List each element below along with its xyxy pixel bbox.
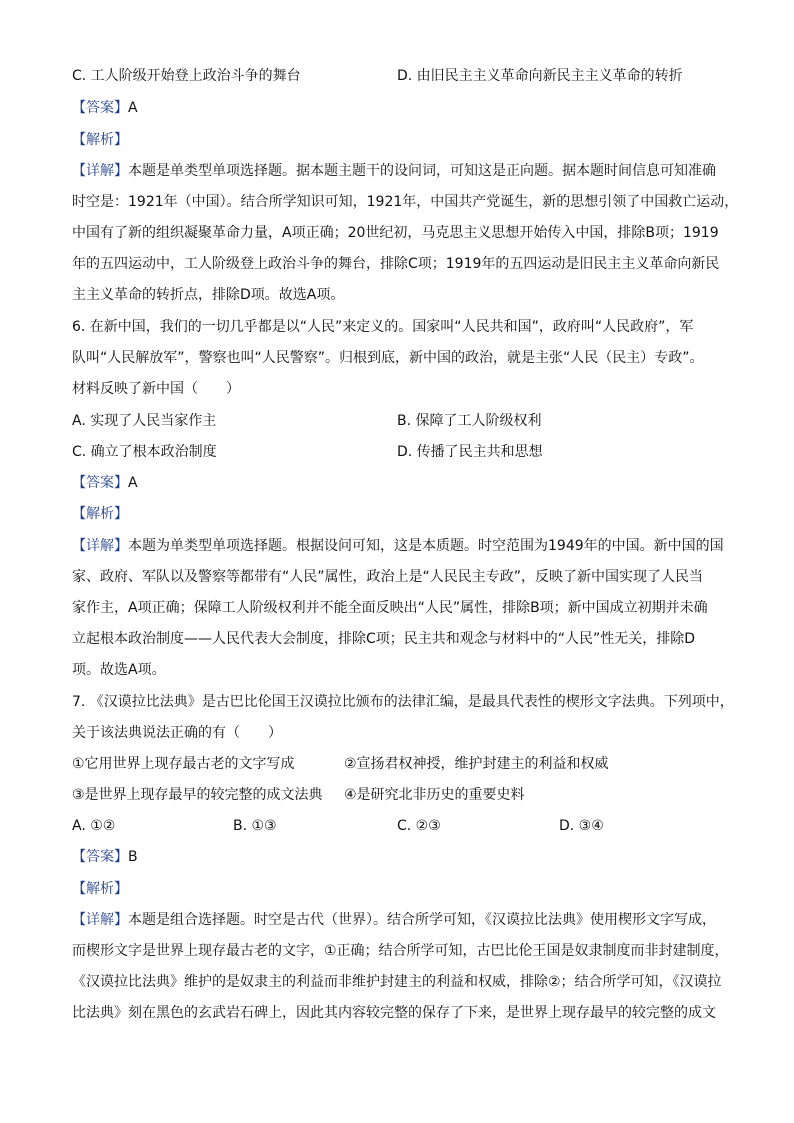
q7-stem-line: 关于该法典说法正确的有（ ） (72, 725, 282, 741)
q6-option-c: C. 确立了根本政治制度 (72, 444, 217, 460)
q7-detail-line: 比法典》刻在黑色的玄武岩石碑上，因此其内容较完整的保存了下来，是世界上现存最早的较完整的成文 (72, 1005, 716, 1021)
q5-detail-line: 主主义革命的转折点，排除D项。故选A项。 (72, 287, 345, 303)
q5-detail-line: 中国有了新的组织凝聚革命力量，A项正确；20世纪初，马克思主义思想开始传入中国，排除B项；1919 (72, 225, 719, 241)
answer-value: A (128, 100, 138, 116)
q7-statement-3: ③是世界上现存最早的较完整的成文法典 (72, 787, 323, 803)
q6-stem-line: 材料反映了新中国（ ） (72, 381, 240, 397)
q6-option-b: B. 保障了工人阶级权利 (397, 413, 542, 429)
q5-detail-line: 【详解】本题是单类型单项选择题。据本题主题干的设问词，可知这是正向题。据本题时间信息可知准确 (72, 163, 716, 179)
q7-statement-1: ①它用世界上现存最古老的文字写成 (72, 756, 295, 772)
q7-detail-line: 《汉谟拉比法典》维护的是奴隶主的利益而非维护封建主的利益和权威，排除②；结合所学可知，《汉谟拉 (72, 974, 722, 990)
q7-analysis-label: 【解析】 (72, 881, 128, 897)
q7-option-d: D. ③④ (559, 818, 604, 834)
q7-option-a: A. ①② (72, 818, 116, 834)
q5-detail-line: 年的五四运动中，工人阶级登上政治斗争的舞台，排除C项；1919年的五四运动是旧民主主义革命向新民 (72, 256, 720, 272)
detail-label: 【详解】 (72, 163, 128, 179)
q6-option-d: D. 传播了民主共和思想 (397, 444, 543, 460)
q5-answer (72, 98, 732, 118)
q6-detail-line: 项。故选A项。 (72, 662, 166, 678)
q7-answer (72, 847, 732, 867)
q6-stem-line: 6. 在新中国，我们的一切几乎都是以“人民”来定义的。国家叫“人民共和国”，政府叫“人民政府”，军 (72, 319, 694, 335)
q7-option-c: C. ②③ (397, 818, 441, 834)
q6-detail-line: 家、政府、军队以及警察等都带有“人民”属性，政治上是“人民民主专政”，反映了新中国实现了人民当 (72, 569, 704, 585)
q5-analysis-label: 【解析】 (72, 132, 128, 148)
q6-answer (72, 473, 732, 493)
q6-option-a: A. 实现了人民当家作主 (72, 413, 217, 429)
q5-option-c: C. 工人阶级开始登上政治斗争的舞台 (72, 68, 301, 84)
answer-label: 【答案】 (72, 100, 128, 116)
q6-stem-line: 队叫“人民解放军”，警察也叫“人民警察”。归根到底，新中国的政治，就是主张“人民（民主）专政”。 (72, 350, 704, 366)
answer-label: 【答案】 (72, 475, 128, 491)
q5-option-d: D. 由旧民主主义革命向新民主主义革命的转折 (397, 68, 683, 84)
q6-detail-line: 家作主，A项正确；保障工人阶级权利并不能全面反映出“人民”属性，排除B项；新中国成立初期并未确 (72, 600, 708, 616)
q7-statement-4: ④是研究北非历史的重要史料 (344, 787, 525, 803)
q5-detail-line: 时空是：1921年（中国）。结合所学知识可知，1921年，中国共产党诞生，新的思想引领了中国救亡运动， (72, 194, 739, 210)
q7-stem-line: 7. 《汉谟拉比法典》是古巴比伦国王汉谟拉比颁布的法律汇编，是最具代表性的楔形文字法典。下列项中， (72, 694, 734, 710)
q6-analysis-label: 【解析】 (72, 506, 128, 522)
q6-detail-line: 立起根本政治制度——人民代表大会制度，排除C项；民主共和观念与材料中的“人民”性无关，排除D (72, 631, 696, 647)
detail-label: 【详解】 (72, 912, 128, 928)
answer-value: A (128, 475, 138, 491)
answer-label: 【答案】 (72, 849, 128, 865)
q7-detail-line: 而楔形文字是世界上现存最古老的文字，①正确；结合所学可知，古巴比伦王国是奴隶制度而非封建制度， (72, 943, 729, 959)
q7-statement-2: ②宣扬君权神授，维护封建主的利益和权威 (344, 756, 609, 772)
q6-detail-line: 【详解】本题为单类型单项选择题。根据设问可知，这是本质题。时空范围为1949年的中国。新中国的国 (72, 538, 724, 554)
answer-value: B (128, 849, 138, 865)
q7-detail-line: 【详解】本题是组合选择题。时空是古代（世界）。结合所学可知，《汉谟拉比法典》使用楔形文字写成， (72, 912, 716, 928)
q7-option-b: B. ①③ (233, 818, 277, 834)
detail-label: 【详解】 (72, 538, 128, 554)
